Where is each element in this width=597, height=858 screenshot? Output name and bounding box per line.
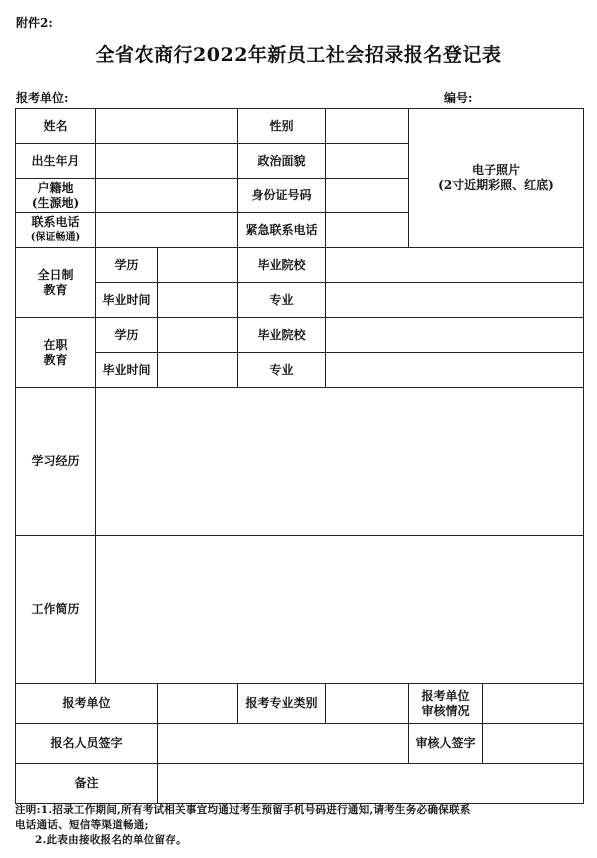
apply-unit-label: 报考单位 xyxy=(16,684,158,724)
fulltime-grad-time-field[interactable] xyxy=(158,283,238,318)
remarks-label: 备注 xyxy=(16,764,158,804)
emergency-phone-field[interactable] xyxy=(326,213,409,248)
political-status-label: 政治面貌 xyxy=(238,144,326,179)
phone-field[interactable] xyxy=(96,213,238,248)
registration-form-table xyxy=(15,108,584,804)
fulltime-degree-label: 学历 xyxy=(96,248,158,283)
phone-subtitle: (保证畅通) xyxy=(30,232,81,243)
footnote-line1: 注明:1.招录工作期间,所有考试相关事宜均通过考生预留手机号码进行通知,请考生务必确保联系 xyxy=(15,804,471,816)
apply-unit-field[interactable] xyxy=(158,684,238,724)
footnote xyxy=(15,803,583,848)
study-history-label: 学习经历 xyxy=(16,388,96,536)
name-label: 姓名 xyxy=(16,109,96,144)
fulltime-major-field[interactable] xyxy=(326,283,584,318)
photo-label: 电子照片 xyxy=(471,163,520,177)
political-status-field[interactable] xyxy=(326,144,409,179)
fulltime-grad-time-label: 毕业时间 xyxy=(96,283,158,318)
footnote-line3: 2.此表由接收报名的单位留存。 xyxy=(35,834,187,846)
serial-number-label: 编号: xyxy=(444,91,473,105)
work-history-label: 工作简历 xyxy=(16,536,96,684)
parttime-education-line1: 在职 xyxy=(43,337,68,352)
form-title: 全省农商行2022年新员工社会招录报名登记表 xyxy=(95,44,502,66)
hukou-field[interactable] xyxy=(96,179,238,213)
parttime-degree-label: 学历 xyxy=(96,318,158,353)
fulltime-education-label xyxy=(16,248,96,318)
hukou-title: 户籍地 xyxy=(37,180,74,195)
apply-unit-header-label: 报考单位: xyxy=(16,91,69,105)
hukou-label xyxy=(16,179,96,213)
parttime-degree-field[interactable] xyxy=(158,318,238,353)
fulltime-major-label: 专业 xyxy=(238,283,326,318)
hukou-subtitle: (生源地) xyxy=(31,195,80,210)
reviewer-sign-label: 审核人签字 xyxy=(409,724,483,764)
study-history-field[interactable] xyxy=(96,388,584,536)
parttime-major-label: 专业 xyxy=(238,353,326,388)
parttime-grad-time-field[interactable] xyxy=(158,353,238,388)
fulltime-school-field[interactable] xyxy=(326,248,584,283)
parttime-education-label xyxy=(16,318,96,388)
phone-label xyxy=(16,213,96,248)
remarks-field[interactable] xyxy=(158,764,584,804)
applicant-sign-field[interactable] xyxy=(158,724,409,764)
fulltime-education-line1: 全日制 xyxy=(37,267,74,282)
parttime-school-field[interactable] xyxy=(326,318,584,353)
apply-category-field[interactable] xyxy=(326,684,409,724)
applicant-sign-label: 报名人员签字 xyxy=(16,724,158,764)
fulltime-education-line2: 教育 xyxy=(43,282,68,297)
attachment-label: 附件2: xyxy=(16,16,53,30)
gender-field[interactable] xyxy=(326,109,409,144)
birth-label: 出生年月 xyxy=(16,144,96,179)
review-status-line2: 审核情况 xyxy=(421,703,470,718)
phone-title: 联系电话 xyxy=(31,215,80,229)
fulltime-school-label: 毕业院校 xyxy=(238,248,326,283)
photo-requirement: (2寸近期彩照、红底) xyxy=(438,178,554,192)
emergency-phone-label: 紧急联系电话 xyxy=(238,213,326,248)
review-status-field[interactable] xyxy=(483,684,584,724)
name-field[interactable] xyxy=(96,109,238,144)
review-status-label xyxy=(409,684,483,724)
parttime-school-label: 毕业院校 xyxy=(238,318,326,353)
birth-field[interactable] xyxy=(96,144,238,179)
parttime-grad-time-label: 毕业时间 xyxy=(96,353,158,388)
reviewer-sign-field[interactable] xyxy=(483,724,584,764)
gender-label: 性别 xyxy=(238,109,326,144)
apply-category-label: 报考专业类别 xyxy=(238,684,326,724)
id-number-field[interactable] xyxy=(326,179,409,213)
parttime-major-field[interactable] xyxy=(326,353,584,388)
fulltime-degree-field[interactable] xyxy=(158,248,238,283)
id-number-label: 身份证号码 xyxy=(238,179,326,213)
parttime-education-line2: 教育 xyxy=(43,352,68,367)
photo-box[interactable] xyxy=(409,109,584,248)
footnote-line2: 电话通话、短信等渠道畅通; xyxy=(15,819,149,831)
work-history-field[interactable] xyxy=(96,536,584,684)
review-status-line1: 报考单位 xyxy=(421,688,470,703)
